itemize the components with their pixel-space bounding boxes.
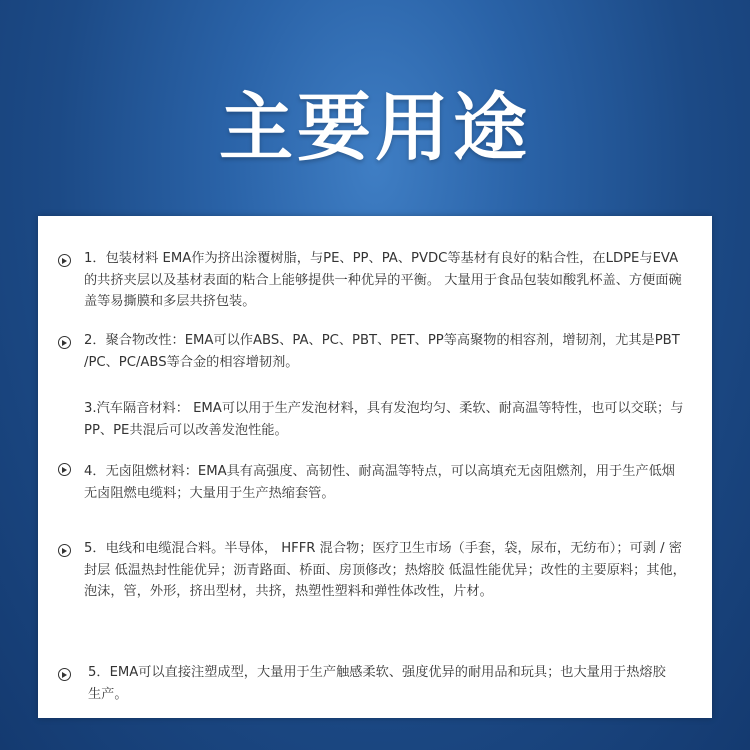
- item-text: 5．EMA可以直接注塑成型，大量用于生产触感柔软、强度优异的耐用品和玩具；也大量用于热熔胶 生产。: [88, 665, 666, 702]
- item-text: 5．电线和电缆混合料。半导体， HFFR 混合物；医疗卫生市场（手套，袋，尿布，无纺布）；可剥 / 密 封层 低温热封性能优异；沥青路面、桥面、房顶修改；热熔胶 低温性能优异；改性的主要原料；其他， 泡沫，管，外形，挤出型材，共挤，热塑性塑料和弹性体改性，片材。: [84, 541, 686, 599]
- item-text: 4．无卤阻燃材料：EMA具有高强度、高韧性、耐高温等特点，可以高填充无卤阻燃剂，用于生产低烟 无卤阻燃电缆料；大量用于生产热缩套管。: [84, 464, 675, 501]
- item-text: 3.汽车隔音材料： EMA可以用于生产发泡材料，具有发泡均匀、柔软、耐高温等特性，也可以交联；与 PP、PE共混后可以改善发泡性能。: [84, 401, 684, 438]
- circle-arrow-bullet-icon: [58, 254, 71, 267]
- page-title: 主要用途: [219, 85, 531, 171]
- item-text: 1．包装材料 EMA作为挤出涂覆树脂，与PE、PP、PA、PVDC等基材有良好的粘合性，在LDPE与EVA 的共挤夹层以及基材表面的粘合上能够提供一种优异的平衡。 大量用于食品包装如酸乳杯盖、方便面碗 盖等易撕膜和多层共挤包装。: [84, 251, 682, 309]
- circle-arrow-bullet-icon: [58, 336, 71, 349]
- circle-arrow-bullet-icon: [58, 544, 71, 557]
- content-panel: [38, 216, 712, 718]
- item-text: 2．聚合物改性：EMA可以作ABS、PA、PC、PBT、PET、PP等高聚物的相容剂，增韧剂，尤其是PBT /PC、PC/ABS等合金的相容增韧剂。: [84, 333, 680, 370]
- circle-arrow-bullet-icon: [58, 463, 71, 476]
- circle-arrow-bullet-icon: [58, 668, 71, 681]
